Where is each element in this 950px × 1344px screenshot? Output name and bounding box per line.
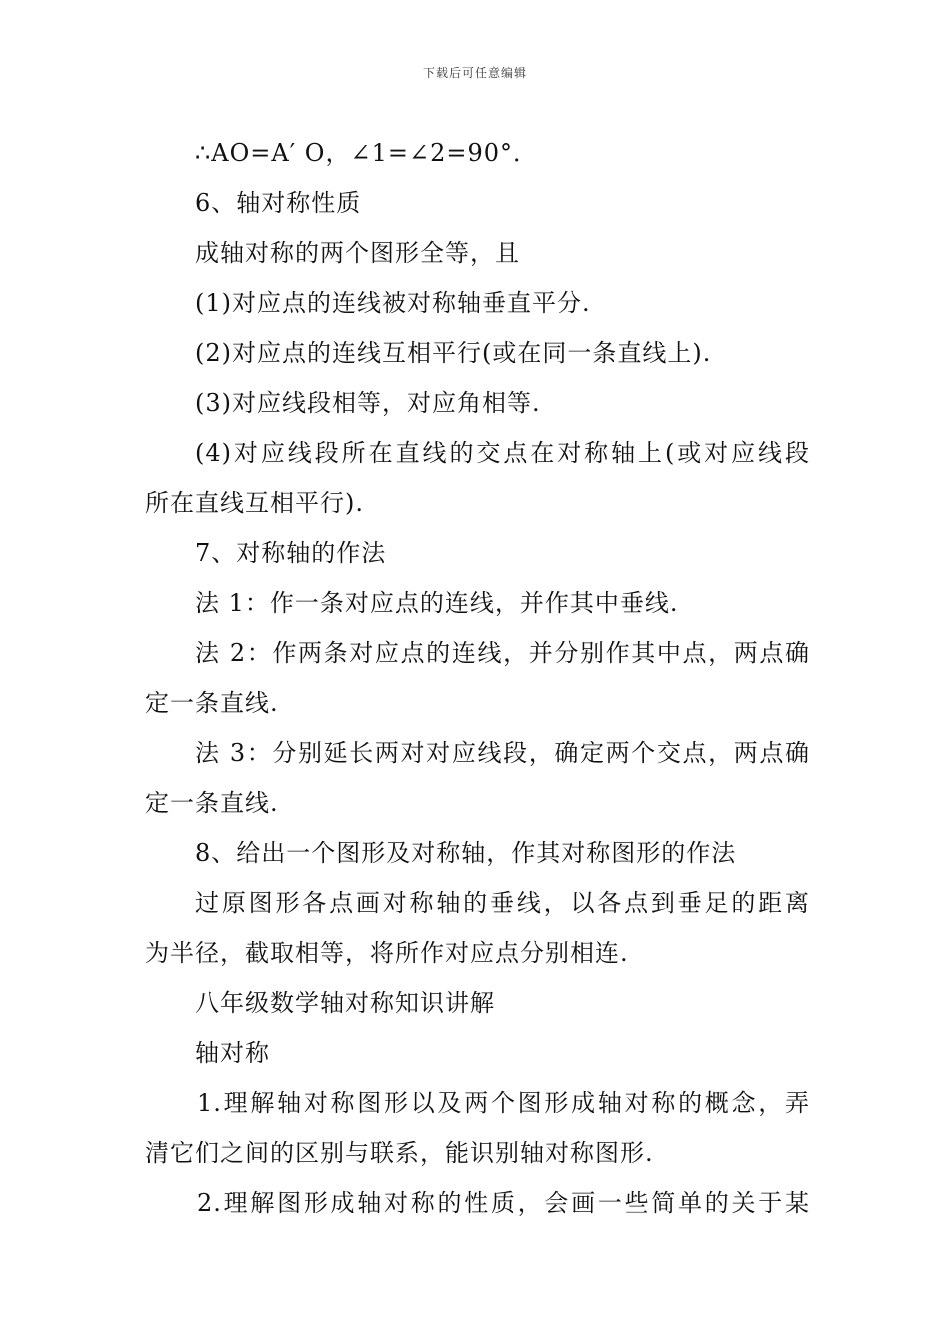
text-line-continuation: 清它们之间的区别与联系，能识别轴对称图形. [145,1139,654,1167]
text-line-continuation: 所在直线互相平行). [145,489,364,517]
text-line-continuation: 定一条直线. [145,789,279,817]
section-heading: 轴对称 [195,1039,270,1067]
list-item: (3)对应线段相等，对应角相等. [195,389,541,417]
list-item: 1.理解轴对称图形以及两个图形成轴对称的概念，弄 [197,1089,810,1117]
document-body [145,128,810,1228]
text-line: 法 3：分别延长两对对应线段，确定两个交点，两点确 [195,739,810,767]
page-header-watermark: 下载后可任意编辑 [422,66,527,80]
text-line: 法 1：作一条对应点的连线，并作其中垂线. [195,589,679,617]
text-line-continuation: 为半径，截取相等，将所作对应点分别相连. [145,939,629,967]
list-item: (1)对应点的连线被对称轴垂直平分. [195,289,591,317]
section-heading: 8、给出一个图形及对称轴，作其对称图形的作法 [195,839,737,867]
list-item: (2)对应点的连线互相平行(或在同一条直线上). [195,339,712,367]
list-item: 2.理解图形成轴对称的性质，会画一些简单的关于某 [197,1189,810,1217]
text-line: 法 2：作两条对应点的连线，并分别作其中点，两点确 [195,639,810,667]
text-line-continuation: 定一条直线. [145,689,279,717]
section-title: 八年级数学轴对称知识讲解 [195,989,495,1017]
section-heading: 7、对称轴的作法 [195,539,387,567]
text-line: 成轴对称的两个图形全等，且 [195,239,520,267]
section-heading: 6、轴对称性质 [195,189,362,217]
list-item: (4)对应线段所在直线的交点在对称轴上(或对应线段 [195,439,810,467]
text-line: 过原图形各点画对称轴的垂线，以各点到垂足的距离 [195,889,810,917]
text-line: ∴AO=A′ O，∠1=∠2=90°． [195,139,538,167]
